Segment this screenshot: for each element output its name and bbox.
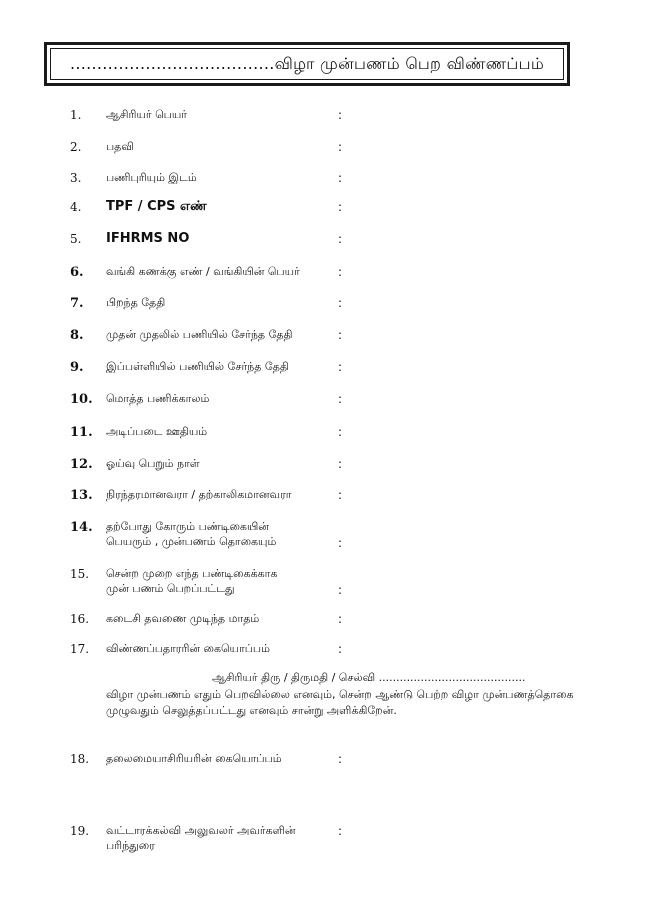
- row-number: 10.: [70, 392, 93, 407]
- row-colon: :: [338, 200, 343, 214]
- row-label: வட்டாரக்கல்வி அலுவலர் அவர்களின்: [106, 824, 296, 837]
- row-label: முதன் முதலில் பணியில் சேர்ந்த தேதி: [106, 328, 293, 341]
- row-colon: :: [338, 232, 343, 246]
- row-label: தற்போது கோரும் பண்டிகையின்: [106, 520, 269, 533]
- form-title-box: [44, 42, 570, 86]
- declaration-text: விழா முன்பணம் எதும் பெறவில்லை எனவும், சென்ற ஆண்டு பெற்ற விழா முன்பணத்தொகை முழுவதும் செலுத்தப்பட்டது எனவும் சான்று அளிக்கிறேன்.: [106, 688, 574, 717]
- row-label: வங்கி கணக்கு எண் / வங்கியின் பெயர்: [106, 265, 300, 278]
- row-colon: :: [338, 108, 343, 122]
- form-row-14: [0, 520, 650, 554]
- row-label: தலைமையாசிரியரின் கையொப்பம்: [106, 752, 282, 765]
- row-label: சென்ற முறை எந்த பண்டிகைக்காக: [106, 567, 278, 580]
- row-number: 7.: [70, 296, 84, 311]
- row-number: 11.: [70, 425, 93, 440]
- form-row-8: [0, 328, 650, 352]
- row-label: இப்பள்ளியில் பணியில் சேர்ந்த தேதி: [106, 360, 289, 373]
- row-colon: :: [338, 171, 343, 185]
- row-number: 4.: [70, 200, 82, 214]
- form-row-5: [0, 232, 650, 256]
- row-number: 2.: [70, 140, 82, 154]
- row-number: 5.: [70, 232, 82, 246]
- row-colon: :: [338, 457, 343, 471]
- row-label: பதவி: [106, 140, 134, 153]
- row-label: IFHRMS NO: [106, 231, 190, 246]
- row-colon: :: [338, 536, 343, 550]
- row-colon: :: [338, 612, 343, 626]
- form-row-11: [0, 425, 650, 449]
- row-label: ஆசிரியர் பெயர்: [106, 108, 188, 121]
- row-colon: :: [338, 296, 343, 310]
- row-colon: :: [338, 583, 343, 597]
- row-label-line2: பரிந்துரை: [106, 839, 155, 852]
- form-row-13: [0, 488, 650, 512]
- form-row-19: [0, 824, 650, 858]
- row-label-line2: முன் பணம் பெறப்பட்டது: [106, 582, 235, 595]
- row-number: 6.: [70, 265, 84, 280]
- form-row-3: [0, 171, 650, 195]
- row-label: மொத்த பணிக்காலம்: [106, 392, 210, 405]
- row-colon: :: [338, 360, 343, 374]
- row-number: 1.: [70, 108, 82, 122]
- row-number: 19.: [70, 824, 90, 838]
- row-label: ஓய்வு பெறும் நாள்: [106, 457, 200, 470]
- row-colon: :: [338, 488, 343, 502]
- row-number: 16.: [70, 612, 90, 626]
- row-colon: :: [338, 425, 343, 439]
- row-number: 15.: [70, 567, 90, 581]
- form-row-6: [0, 265, 650, 289]
- row-colon: :: [338, 140, 343, 154]
- row-colon: :: [338, 642, 343, 656]
- row-number: 12.: [70, 457, 93, 472]
- row-number: 18.: [70, 752, 90, 766]
- row-colon: :: [338, 265, 343, 279]
- row-colon: :: [338, 328, 343, 342]
- row-number: 17.: [70, 642, 90, 656]
- form-row-10: [0, 392, 650, 416]
- row-label: பணிபுரியும் இடம்: [106, 171, 197, 184]
- row-number: 13.: [70, 488, 93, 503]
- row-number: 8.: [70, 328, 84, 343]
- row-label: TPF / CPS எண்: [106, 199, 207, 214]
- row-number: 9.: [70, 360, 84, 375]
- form-row-18: [0, 752, 650, 776]
- row-number: 3.: [70, 171, 82, 185]
- form-row-7: [0, 296, 650, 320]
- form-row-15: [0, 567, 650, 601]
- row-colon: :: [338, 392, 343, 406]
- row-number: 14.: [70, 520, 93, 535]
- row-label: விண்ணப்பதாரரின் கையொப்பம்: [106, 642, 270, 655]
- row-label-line2: பெயரும் , முன்பணம் தொகையும்: [106, 535, 277, 548]
- row-colon: :: [338, 752, 343, 766]
- form-row-4: [0, 200, 650, 224]
- row-colon: :: [338, 824, 343, 838]
- row-label: கடைசி தவணை முடிந்த மாதம்: [106, 612, 260, 625]
- form-row-2: [0, 140, 650, 164]
- declaration-name-line: ஆசிரியர் திரு / திருமதி / செல்வி ..........................................: [212, 671, 526, 684]
- row-label: நிரந்தரமானவரா / தற்காலிகமானவரா: [106, 488, 292, 501]
- row-label: பிறந்த தேதி: [106, 296, 166, 309]
- form-row-9: [0, 360, 650, 384]
- row-label: அடிப்படை ஊதியம்: [106, 425, 208, 438]
- form-row-16: [0, 612, 650, 636]
- form-row-1: [0, 108, 650, 132]
- form-row-17: [0, 642, 650, 666]
- form-title: ......................................விழா முன்பணம் பெற விண்ணப்பம்: [69, 54, 545, 73]
- form-row-12: [0, 457, 650, 481]
